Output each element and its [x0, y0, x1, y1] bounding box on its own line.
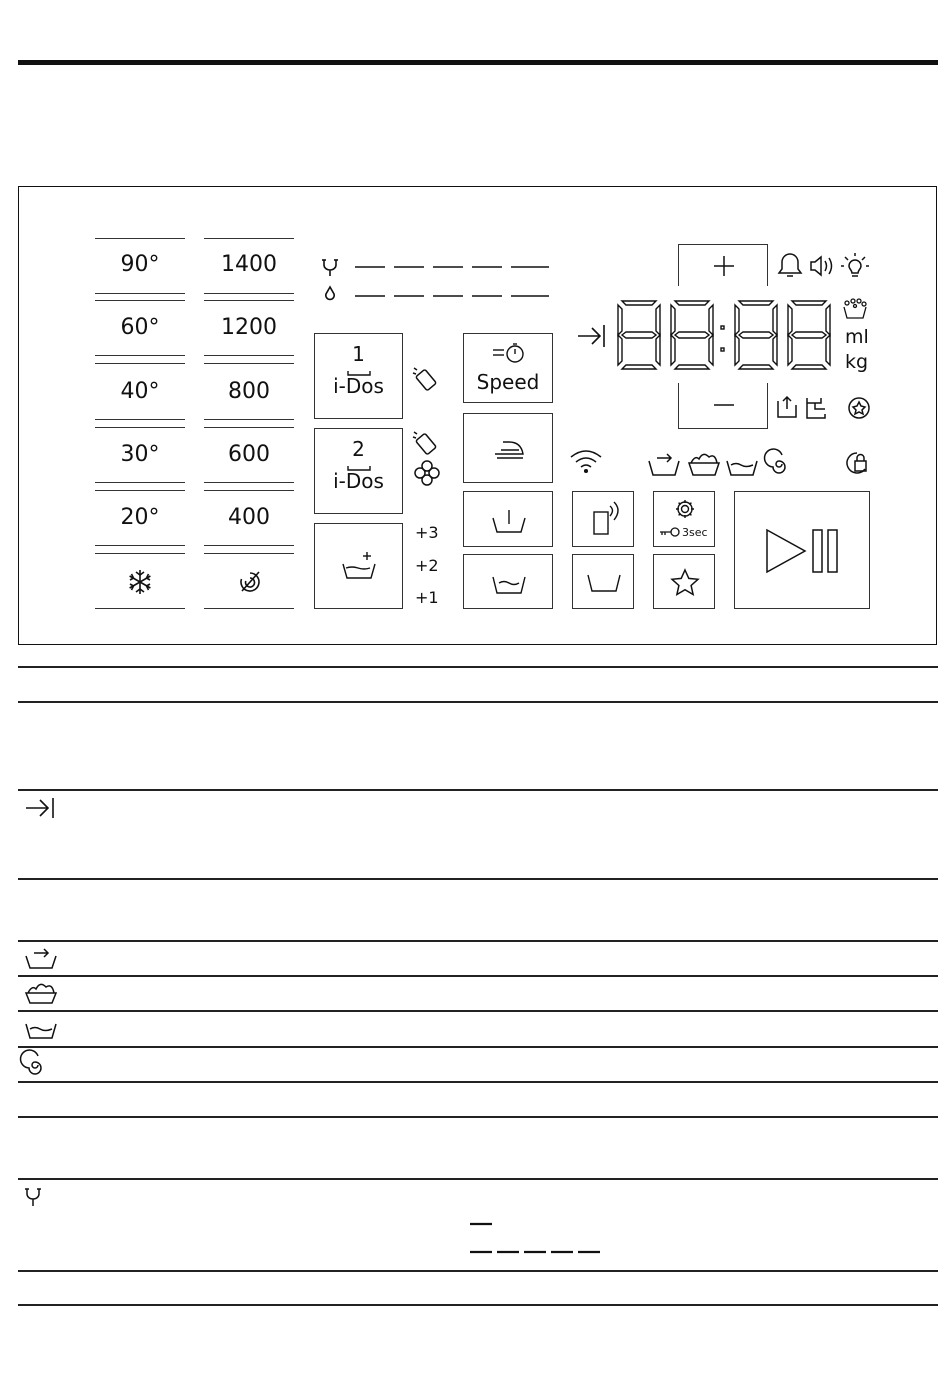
- end-time-icon: [576, 323, 606, 349]
- table-rule: [18, 701, 938, 703]
- basket-button[interactable]: [572, 554, 634, 609]
- bell-icon: [779, 254, 801, 276]
- seven-segment-digit: [618, 301, 660, 369]
- unit-kg: kg: [845, 351, 869, 373]
- settings-button[interactable]: [653, 491, 715, 547]
- time-display: [617, 300, 831, 372]
- spin-status-icon: [24, 1052, 50, 1078]
- plug-icon: [324, 260, 336, 276]
- detergent-icon: [411, 363, 441, 393]
- easy-iron-button[interactable]: [463, 413, 553, 483]
- minus-button[interactable]: [678, 383, 768, 429]
- detergent-icon: [411, 427, 441, 457]
- rinse-level: +1: [415, 588, 439, 607]
- status-icons-top: [775, 251, 871, 281]
- key-icon: [658, 526, 680, 538]
- control-panel: [18, 186, 937, 645]
- table-rule: [18, 1178, 938, 1180]
- idos2-number: 2: [352, 437, 365, 461]
- table-rule: [18, 1081, 938, 1083]
- tray-icon: [347, 465, 371, 471]
- iron-icon: [491, 436, 527, 462]
- foam-icon: [841, 297, 869, 319]
- end-time-icon: [24, 796, 56, 820]
- plus-button[interactable]: [678, 244, 768, 286]
- remote-start-button[interactable]: [572, 491, 634, 547]
- main-wash-status-icon: [689, 454, 719, 475]
- drop-icon: [326, 287, 334, 299]
- main-wash-status-icon: [24, 981, 58, 1005]
- smartphone-icon: [590, 500, 622, 538]
- table-rule: [18, 666, 938, 668]
- temperature-option[interactable]: 30°: [120, 442, 160, 467]
- child-lock-icon: [841, 449, 869, 477]
- favourite-button[interactable]: [653, 554, 715, 609]
- extra-rinse-button[interactable]: [314, 523, 403, 609]
- seven-segment-digit: [735, 301, 777, 369]
- water-tap-icon: [807, 398, 825, 418]
- tub-empty-icon: [586, 569, 622, 595]
- table-rule: [18, 1046, 938, 1048]
- header-rule: [18, 60, 938, 65]
- cycle-status-icons: [647, 449, 793, 477]
- spin-option[interactable]: 400: [228, 505, 270, 530]
- star-icon: [670, 568, 700, 598]
- rinse-status-icon: [727, 461, 757, 475]
- snowflake-icon[interactable]: [127, 569, 153, 595]
- temperature-option[interactable]: 40°: [120, 379, 160, 404]
- seven-segment-digit: [788, 301, 830, 369]
- idos2-label: i-Dos: [333, 469, 384, 493]
- spin-option[interactable]: 1200: [221, 315, 277, 340]
- table-rule: [18, 878, 938, 880]
- temperature-option[interactable]: 90°: [120, 252, 160, 277]
- rinse-level: +3: [415, 523, 439, 542]
- gear-icon: [674, 498, 696, 520]
- seven-segment-digit: [671, 301, 713, 369]
- hold-duration: 3sec: [682, 526, 708, 539]
- spin-status-icon: [765, 449, 785, 473]
- tub-water-icon: [491, 569, 527, 597]
- tub-drain-icon: [491, 506, 527, 534]
- table-rule: [18, 789, 938, 791]
- temperature-option[interactable]: 20°: [120, 505, 160, 530]
- table-rule: [18, 1010, 938, 1012]
- drum-light-icon: [841, 253, 869, 276]
- spin-option[interactable]: 800: [228, 379, 270, 404]
- idos1-number: 1: [352, 342, 365, 366]
- plug-icon: [24, 1186, 42, 1208]
- wash-button[interactable]: [463, 554, 553, 609]
- table-rule: [18, 1116, 938, 1118]
- idos2-button[interactable]: [314, 428, 403, 514]
- table-rule: [18, 1304, 938, 1306]
- unload-icon: [778, 397, 796, 417]
- tray-icon: [347, 370, 371, 376]
- start-pause-button[interactable]: [734, 491, 870, 609]
- softener-flower-icon: [413, 459, 441, 487]
- speed-label: Speed: [476, 370, 540, 394]
- rinse-level: +2: [415, 556, 439, 575]
- speaker-icon: [811, 257, 832, 275]
- consumption-bar-examples: [470, 1220, 602, 1256]
- stopwatch-icon: [491, 342, 527, 364]
- minus-icon: [713, 403, 735, 407]
- plus-icon: [713, 255, 735, 277]
- idos1-button[interactable]: [314, 333, 403, 419]
- play-pause-icon: [765, 528, 843, 574]
- rinse-plus-icon: [341, 550, 377, 580]
- table-rule: [18, 1270, 938, 1272]
- consumption-indicator: [321, 253, 557, 303]
- idos1-label: i-Dos: [333, 374, 384, 398]
- prewash-status-icon: [649, 454, 679, 475]
- speed-button[interactable]: [463, 333, 553, 403]
- unit-ml: ml: [845, 326, 869, 348]
- prewash-button[interactable]: [463, 491, 553, 547]
- prewash-status-icon: [24, 946, 58, 970]
- table-rule: [18, 975, 938, 977]
- spin-option[interactable]: 1400: [221, 252, 277, 277]
- no-spin-icon[interactable]: [237, 569, 263, 595]
- rinse-status-icon: [24, 1016, 58, 1040]
- status-icons-bottom: [775, 393, 871, 421]
- temperature-option[interactable]: 60°: [120, 315, 160, 340]
- wifi-icon: [569, 449, 603, 475]
- table-rule: [18, 940, 938, 942]
- spin-option[interactable]: 600: [228, 442, 270, 467]
